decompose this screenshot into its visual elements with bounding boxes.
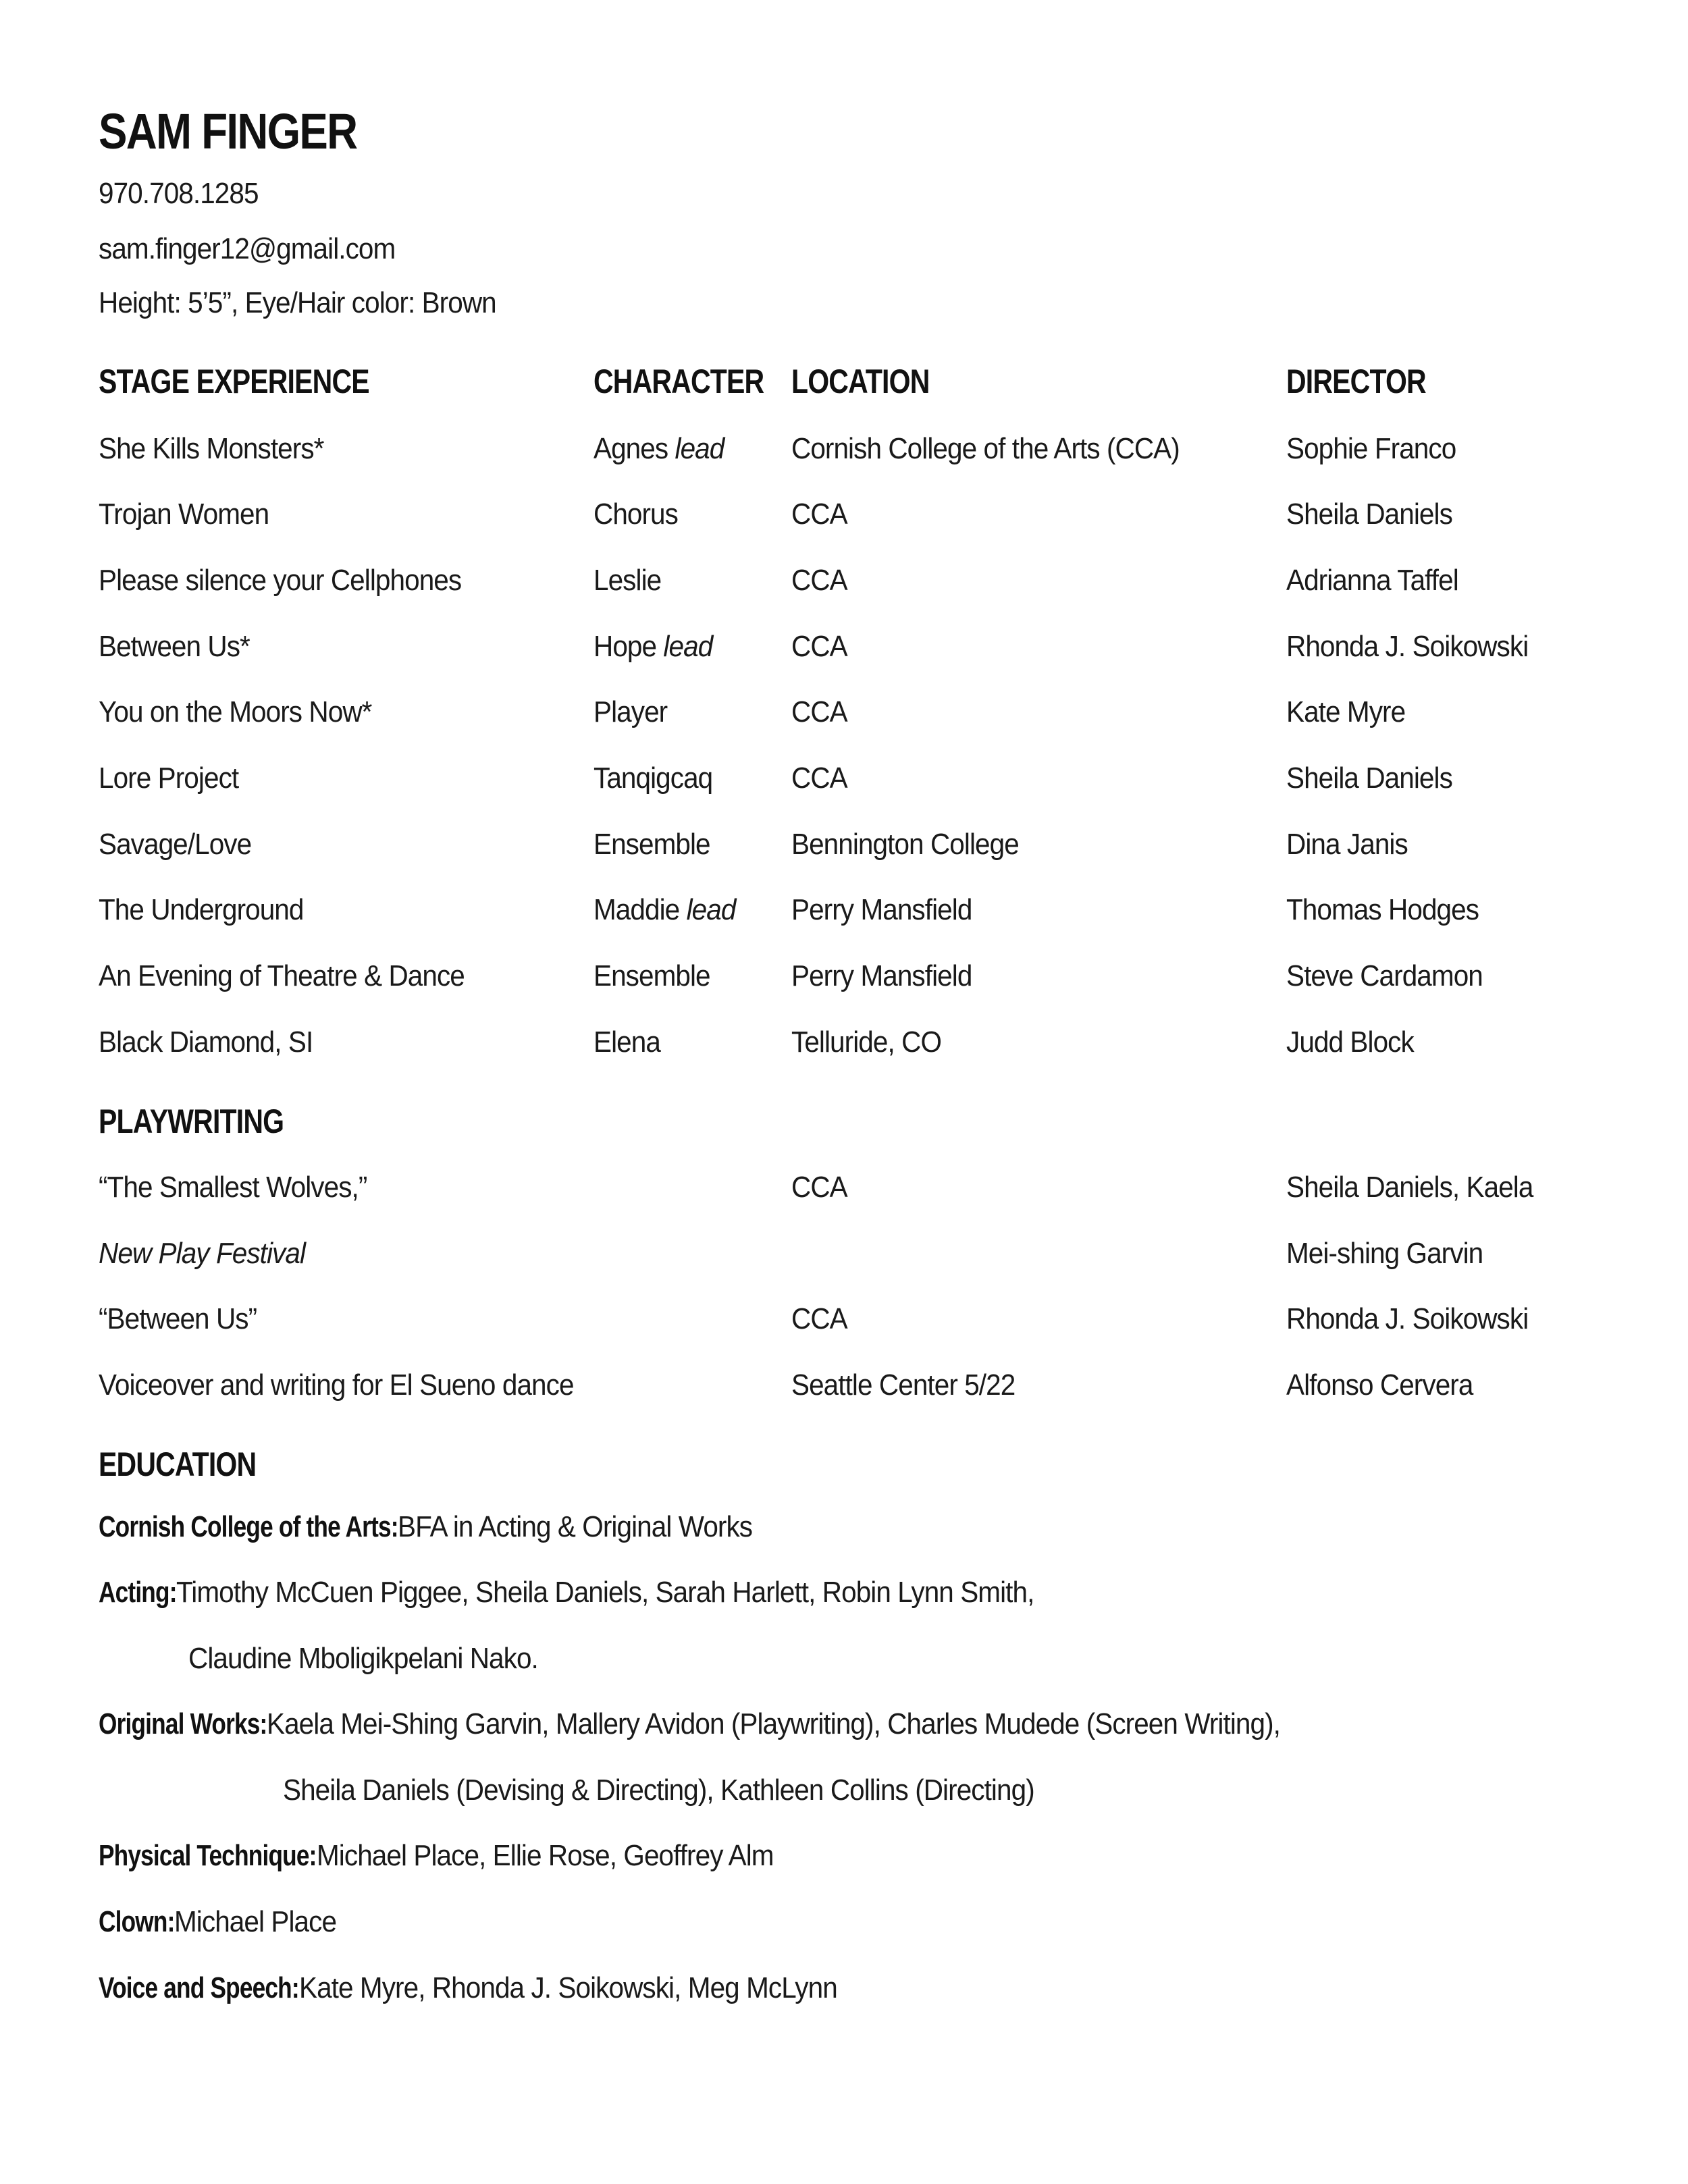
show-director: Rhonda J. Soikowski: [1286, 630, 1529, 663]
character-name: Maddie lead: [594, 893, 736, 926]
show-location: Perry Mansfield: [791, 959, 972, 992]
phone-number: 970.708.1285: [99, 177, 259, 210]
education-clown: [99, 1905, 350, 1939]
show-director: Thomas Hodges: [1286, 893, 1479, 926]
education-acting-continued: Claudine Mboligikpelani Nako.: [188, 1642, 538, 1675]
show-location: CCA: [791, 564, 847, 597]
education-label: Cornish College of the Arts:: [99, 1510, 398, 1543]
education-label: Original Works:: [99, 1707, 267, 1740]
show-title: Savage/Love: [99, 828, 252, 861]
education-label: Voice and Speech:: [99, 1971, 299, 2004]
resume-name: SAM FINGER: [99, 103, 357, 159]
education-label: Acting:: [99, 1576, 177, 1609]
show-title: Please silence your Cellphones: [99, 564, 462, 597]
show-director: Sophie Franco: [1286, 432, 1456, 465]
education-voice-speech: [99, 1971, 884, 2005]
show-title: You on the Moors Now*: [99, 695, 372, 728]
lead-note: lead: [686, 893, 736, 926]
play-director: Rhonda J. Soikowski: [1286, 1302, 1529, 1335]
show-location: Telluride, CO: [791, 1026, 942, 1059]
show-director: Kate Myre: [1286, 695, 1406, 728]
character-name: Elena: [594, 1026, 660, 1059]
play-director: Mei-shing Garvin: [1286, 1237, 1483, 1270]
show-director: Dina Janis: [1286, 828, 1408, 861]
physical-stats: Height: 5’5”, Eye/Hair color: Brown: [99, 286, 496, 319]
play-location: Seattle Center 5/22: [791, 1368, 1016, 1402]
education-label: Physical Technique:: [99, 1839, 317, 1872]
lead-note: lead: [663, 630, 713, 663]
show-location: Perry Mansfield: [791, 893, 972, 926]
show-director: Sheila Daniels: [1286, 762, 1452, 795]
play-title: New Play Festival: [99, 1237, 306, 1270]
education-value: Michael Place: [174, 1905, 337, 1938]
show-location: CCA: [791, 498, 847, 531]
play-location: CCA: [791, 1302, 847, 1335]
show-title: An Evening of Theatre & Dance: [99, 959, 465, 992]
education-acting: [99, 1576, 1109, 1609]
show-location: CCA: [791, 695, 847, 728]
show-director: Steve Cardamon: [1286, 959, 1483, 992]
education-value: Timothy McCuen Piggee, Sheila Daniels, Sarah Harlett, Robin Lynn Smith,: [176, 1576, 1034, 1609]
education-original-works: [99, 1707, 1369, 1741]
character-name: Ensemble: [594, 959, 710, 992]
character-name: Agnes lead: [594, 432, 724, 465]
director-column-header: DIRECTOR: [1286, 363, 1426, 400]
lead-note: lead: [675, 432, 724, 465]
education-label: Clown:: [99, 1905, 175, 1938]
playwriting-heading: PLAYWRITING: [99, 1102, 284, 1140]
show-director: Judd Block: [1286, 1026, 1414, 1059]
show-title: The Underground: [99, 893, 304, 926]
education-physical-technique: [99, 1839, 813, 1873]
character-name: Hope lead: [594, 630, 713, 663]
education-school: [99, 1510, 783, 1544]
education-value: BFA in Acting & Original Works: [398, 1510, 753, 1543]
show-title: She Kills Monsters*: [99, 432, 324, 465]
show-director: Sheila Daniels: [1286, 498, 1452, 531]
education-value: Kate Myre, Rhonda J. Soikowski, Meg McLynn: [298, 1971, 837, 2004]
character-column-header: CHARACTER: [594, 363, 764, 400]
show-location: CCA: [791, 762, 847, 795]
stage-experience-heading: STAGE EXPERIENCE: [99, 363, 369, 400]
location-column-header: LOCATION: [791, 363, 930, 400]
show-title: Trojan Women: [99, 498, 269, 531]
show-location: CCA: [791, 630, 847, 663]
education-value: Kaela Mei-Shing Garvin, Mallery Avidon (Playwriting), Charles Mudede (Screen Writing),: [267, 1707, 1281, 1740]
show-title: Between Us*: [99, 630, 250, 663]
character-name: Leslie: [594, 564, 662, 597]
play-director: Sheila Daniels, Kaela: [1286, 1171, 1533, 1204]
play-title: “The Smallest Wolves,”: [99, 1171, 367, 1204]
show-location: Cornish College of the Arts (CCA): [791, 432, 1180, 465]
education-original-works-continued: Sheila Daniels (Devising & Directing), Kathleen Collins (Directing): [283, 1774, 1034, 1807]
character-name: Player: [594, 695, 668, 728]
show-location: Bennington College: [791, 828, 1019, 861]
play-title: “Between Us”: [99, 1302, 257, 1335]
education-value: Michael Place, Ellie Rose, Geoffrey Alm: [316, 1839, 774, 1872]
character-name: Ensemble: [594, 828, 710, 861]
play-director: Alfonso Cervera: [1286, 1368, 1473, 1402]
character-name: Chorus: [594, 498, 678, 531]
education-heading: EDUCATION: [99, 1445, 257, 1483]
show-title: Black Diamond, SI: [99, 1026, 313, 1059]
character-name: Tanqigcaq: [594, 762, 713, 795]
play-title: Voiceover and writing for El Sueno dance: [99, 1368, 574, 1402]
show-title: Lore Project: [99, 762, 239, 795]
email-address: sam.finger12@gmail.com: [99, 232, 396, 265]
play-location: CCA: [791, 1171, 847, 1204]
show-director: Adrianna Taffel: [1286, 564, 1458, 597]
